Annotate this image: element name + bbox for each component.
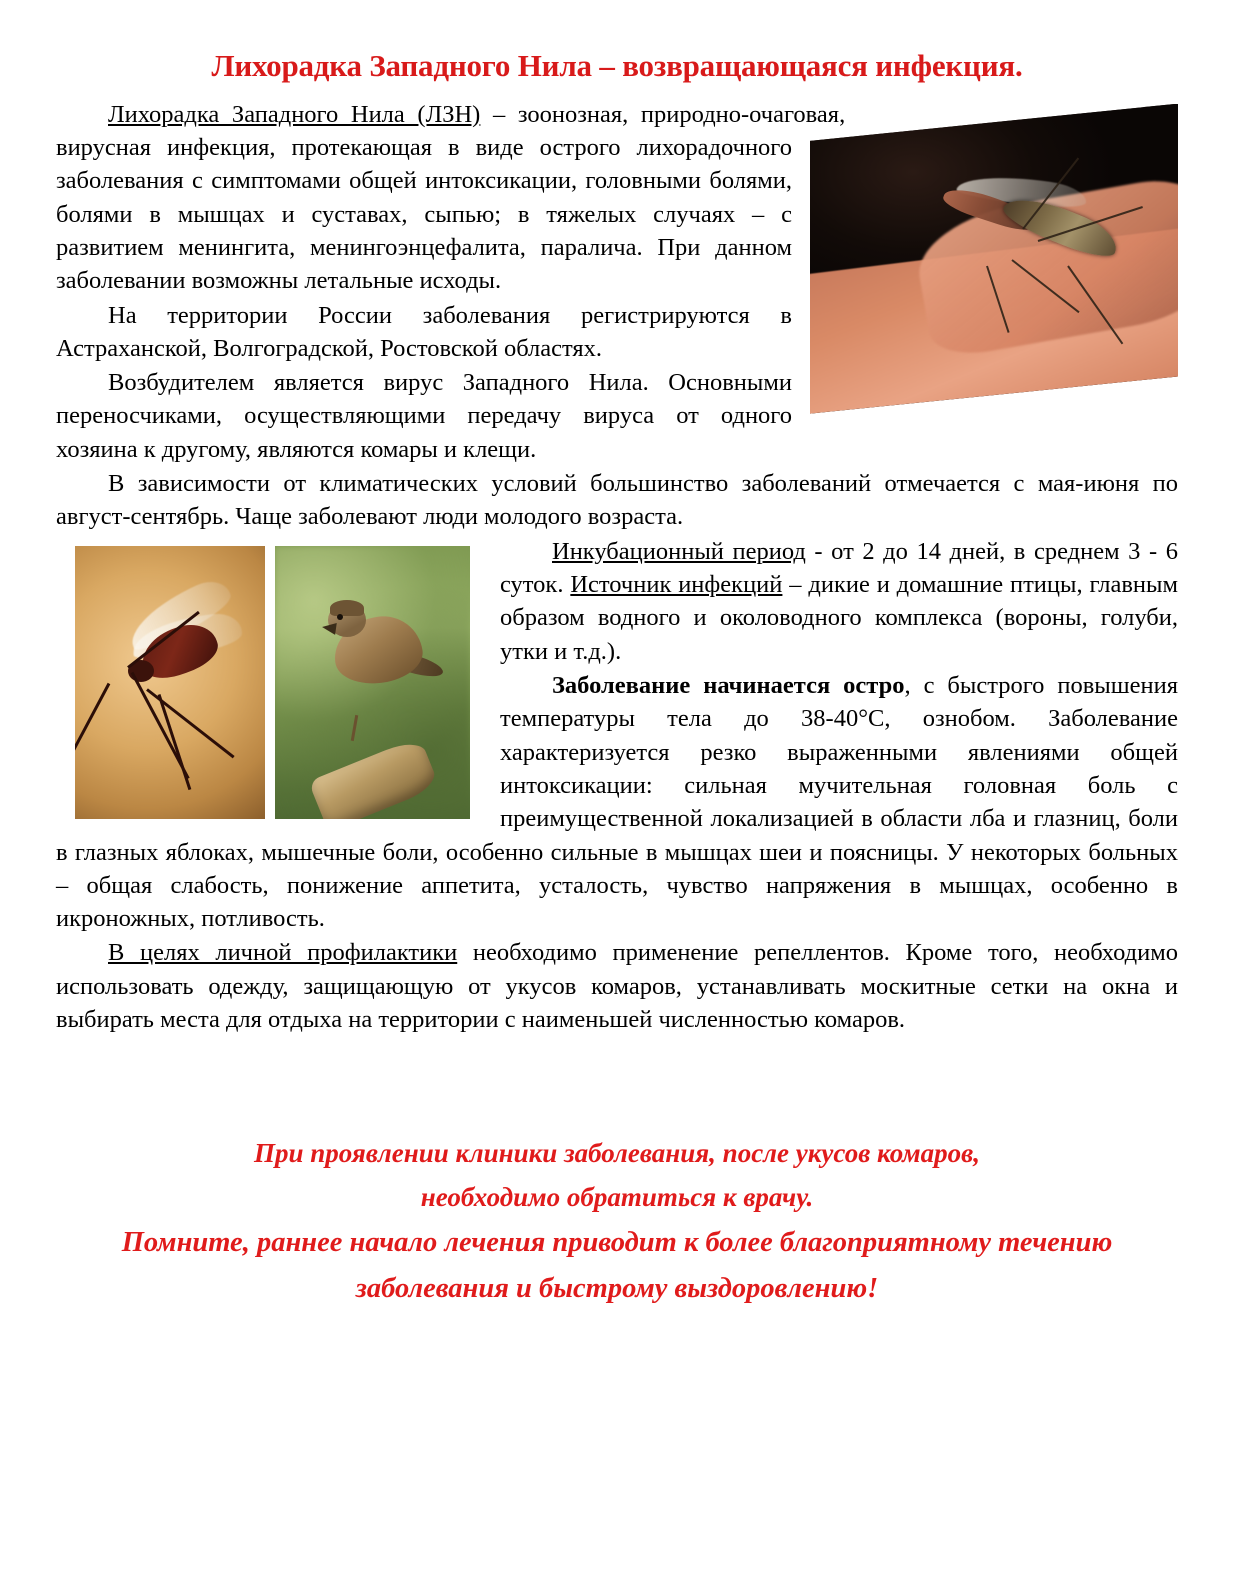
page-title: Лихорадка Западного Нила – возвращающаяся инфекция. <box>211 48 1023 83</box>
footer-line-3: Помните, раннее начало лечения приводит к более благоприятному течению <box>121 1226 1113 1258</box>
mosquito-bite-photo-canvas <box>810 104 1178 414</box>
paragraph-prevention <box>56 936 1178 1036</box>
paragraph-season: В зависимости от климатических условий большинство заболеваний отмечается с мая-июня по август-сентябрь. Чаще заболевают люди молодого возраста. <box>56 470 1178 531</box>
term-infection-source: Источник инфекций <box>570 571 783 599</box>
sparrow-photo <box>270 541 475 824</box>
mosquito-leg-shape <box>70 683 110 755</box>
mosquito-bite-photo <box>810 104 1178 414</box>
paragraph-onset-rest: , с быстрого повышения температуры тела до 38-40°С, ознобом. Заболевание характеризуется резко выраженными явлениями общей интоксикации: сильная мучительная головная боль с преимущественной локализацией в области лба и глазниц, боли в глазных яблоках, мышечные боли, особенно сильные в мышцах шеи и поясницы. У некоторых больных – общая слабость, понижение аппетита, усталость, чувство напряжения в мышцах, особенно в икроножных, потливость. <box>56 671 1178 933</box>
term-wnf: Лихорадка Западного Нила (ЛЗН) <box>108 100 481 128</box>
footer-line-4: заболевания и быстрому выздоровлению! <box>355 1273 879 1305</box>
paragraph-incubation-rest: – дикие и домашние птицы, главным образом водного и околоводного комплекса (вороны, голуби, утки и т.д.). <box>500 571 1178 665</box>
term-acute-onset: Заболевание начинается остро <box>552 671 905 699</box>
paragraph-agent: Возбудителем является вирус Западного Нила. Основными переносчиками, осуществляющими передачу вируса от одного хозяина к другому, являются комары и клещи. <box>56 369 792 463</box>
bird-cap-shape <box>330 600 364 616</box>
footer-line-2: необходимо обратиться к врачу. <box>420 1182 814 1213</box>
mosquito-and-bird-photos <box>70 541 480 824</box>
paragraph-regions: На территории России заболевания регистрируются в Астраханской, Волгоградской, Ростовской областях. <box>56 301 792 362</box>
paragraph-incubation-mid: - от 2 до 14 дней, в среднем 3 - 6 суток. <box>500 537 1178 599</box>
paragraph-definition-rest: – зоонозная, природно-очаговая, вирусная инфекция, протекающая в виде острого лихорадочного заболевания с симптомами общей интоксикации, головными болями, болями в мышцах и суставах, сыпью; в тяжелых случаях – с развитием менингита, менингоэнцефалита, паралича. При данном заболевании возможны летальные исходы. <box>56 100 846 295</box>
bird-beak-shape <box>321 621 337 635</box>
footer-line-1: При проявлении клиники заболевания, после укусов комаров, <box>254 1138 980 1169</box>
footer-warning <box>56 1132 1178 1312</box>
document-body <box>56 98 1178 1037</box>
mosquito-closeup-photo <box>70 541 270 824</box>
term-incubation-period: Инкубационный период <box>552 537 806 565</box>
term-personal-prevention: В целях личной профилактики <box>108 939 458 967</box>
paragraph-prevention-rest: необходимо применение репеллентов. Кроме того, необходимо использовать одежду, защищающую от укусов комаров, устанавливать москитные сетки на окна и выбирать места для отдыха на территории с наименьшей численностью комаров. <box>56 939 1178 1034</box>
